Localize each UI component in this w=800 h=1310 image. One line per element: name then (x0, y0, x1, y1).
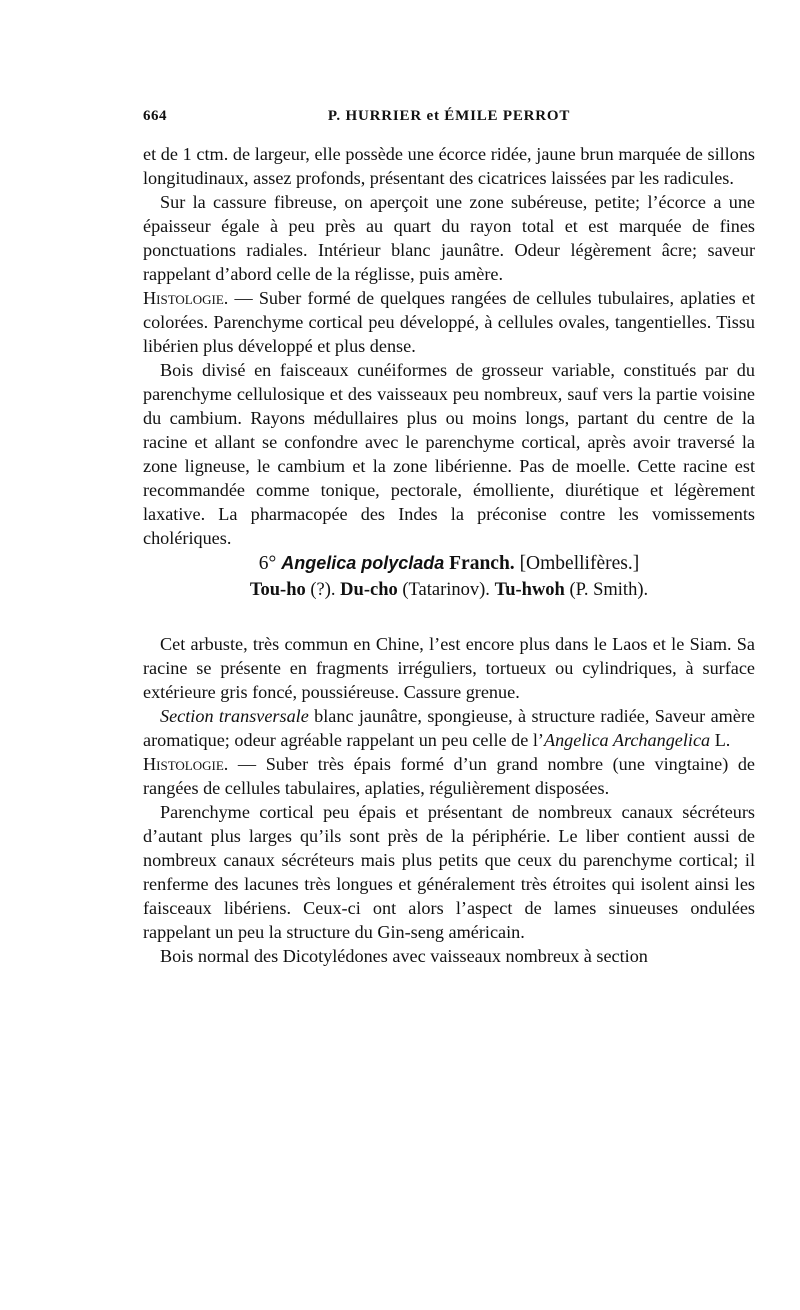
species-authority: Franch. (449, 553, 515, 574)
paragraph-arbuste: Cet arbuste, très commun en Chine, l’est encore plus dans le Laos et le Siam. Sa racine se présente en fragments irréguliers, tortueux ou cylindriques, à surface extérieure gris foncé, poussiéreuse. Cassure grenue. (143, 634, 755, 702)
paragraph-bois: Bois divisé en faisceaux cunéiformes de grosseur variable, constitués par du parenchyme cellulosique et des vaisseaux peu nombreux, sauf vers la partie voisine du cambium. Rayons médullaires plus ou moins longs, partant du centre de la racine et allant se confondre avec le parenchyme cortical, après avoir traversé la zone ligneuse, le cambium et la zone libérienne. Pas de moelle. Cette racine est recommandée comme tonique, pectorale, émolliente, diurétique et légèrement laxative. La pharmacopée des Indes la préconise contre les vomissements cholériques. (143, 360, 755, 548)
body-text (143, 142, 755, 968)
histologie-label: Histologie. (143, 288, 229, 308)
page-number: 664 (143, 108, 167, 124)
section-transversale-label: Section transversale (160, 706, 309, 726)
synonym-3-note: (P. Smith). (569, 580, 649, 600)
synonym-3: Tu-hwoh (494, 580, 565, 600)
synonym-1-note: (?). (310, 580, 336, 600)
synonym-2-note: (Tatarinov). (402, 580, 490, 600)
synonym-2: Du-cho (340, 580, 398, 600)
running-head (143, 102, 755, 132)
synonym-1: Tou-ho (249, 580, 306, 600)
histologie-text-2: — Suber très épais formé d’un grand nombre (une vingtaine) de rangées de cellules tabulaires, aplaties, régulièrement disposées. (143, 754, 756, 798)
species-reference-authority: L. (714, 730, 731, 750)
histologie-text: — Suber formé de quelques rangées de cellules tubulaires, aplaties et colorées. Parenchyme cortical peu développé, à cellules ovales, tangentielles. Tissu libérien plus développé et plus dense. (143, 288, 756, 356)
section-number: 6° (258, 553, 277, 574)
species-name: Angelica polyclada (281, 553, 445, 573)
paragraph-bois-normal: Bois normal des Dicotylédones avec vaisseaux nombreux à section (160, 946, 648, 966)
paragraph-continuation: et de 1 ctm. de largeur, elle possède une écorce ridée, jaune brun marquée de sillons longitudinaux, assez profonds, présentant des cicatrices laissées par les radicules. (143, 144, 755, 188)
section-transversale-text: blanc jaunâtre, spongieuse, à structure radiée, Saveur amère aromatique; odeur agréable rappelant un peu celle de (143, 706, 755, 750)
species-reference: Angelica Archangelica (543, 730, 711, 750)
paragraph-section-transversale (143, 704, 755, 752)
paragraph-histologie-2 (143, 752, 755, 800)
histologie-label-2: Histologie. (143, 754, 229, 774)
paragraph-histologie-1 (143, 286, 755, 358)
vernacular-names (143, 577, 755, 603)
article: l’ (532, 730, 544, 750)
header-authors: P. HURRIER et ÉMILE PERROT (327, 108, 571, 124)
section-heading (143, 550, 755, 577)
plant-family: [Ombellifères.] (519, 553, 640, 574)
paragraph-cassure: Sur la cassure fibreuse, on aperçoit une zone subéreuse, petite; l’écorce a une épaisseur égale à peu près au quart du rayon total et est marquée de fines ponctuations radiales. Intérieur blanc jaunâtre. Odeur légèrement âcre; saveur rappelant d’abord celle de la réglisse, puis amère. (143, 192, 755, 284)
paragraph-parenchyme: Parenchyme cortical peu épais et présentant de nombreux canaux sécréteurs d’autant plus larges qu’ils sont près de la périphérie. Le liber contient aussi de nombreux canaux sécréteurs mais plus petits que ceux du parenchyme cortical; il renferme des lacunes très longues et généralement très étroites qui isolent ainsi les faisceaux libériens. Ceux-ci ont alors l’aspect de lames sinueuses ondulées rappelant un peu la structure du Gin-seng américain. (143, 802, 755, 942)
